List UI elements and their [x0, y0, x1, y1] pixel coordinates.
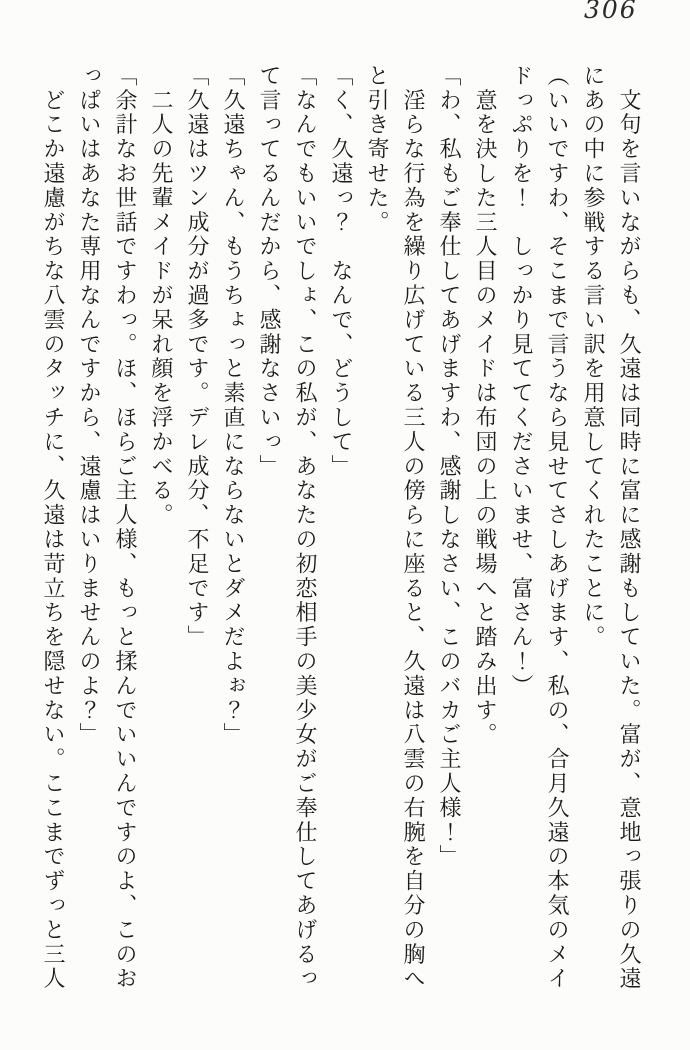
text-line: と引き寄せた。 [364, 64, 389, 235]
text-line: ドっぷりを！ しっかり見ててくださいませ、富さん！） [508, 64, 533, 699]
text-line: 二人の先輩メイドが呆れ顔を浮かべる。 [148, 64, 173, 528]
text-line: どこか遠慮がちな八雲のタッチに、久遠は苛立ちを隠せない。ここまでずっと三人 [40, 64, 65, 992]
text-line: て言ってるんだから、感謝なさいっ」 [256, 64, 281, 479]
text-line: 「なんでもいいでしょ、この私が、あなたの初恋相手の美少女がご奉仕してあげるっ [292, 64, 317, 992]
text-line: 「久遠ちゃん、もうちょっと素直にならないとダメだよぉ？」 [220, 64, 245, 748]
text-line: にあの中に参戦する言い訳を用意してくれたことに。 [580, 64, 605, 650]
text-line: 意を決した三人目のメイドは布団の上の戦場へと踏み出す。 [472, 64, 497, 748]
text-line: 「余計なお世話ですわっ。ほ、ほらご主人様、もっと揉んでいいんですのよ、このお [112, 64, 137, 992]
vertical-text-block [34, 64, 646, 998]
page-number: 306 [584, 0, 638, 24]
text-line: 「く、久遠っ？ なんで、どうして」 [328, 64, 353, 479]
text-line: 文句を言いながらも、久遠は同時に富に感謝もしていた。富が、意地っ張りの久遠 [616, 64, 641, 992]
text-line: （いいですわ、そこまで言うなら見せてさしあげます、私の、合月久遠の本気のメイ [544, 64, 569, 992]
text-line: っぱいはあなた専用なんですから、遠慮はいりませんのよ？」 [76, 64, 101, 748]
text-line: 「わ、私もご奉仕してあげますわ、感謝しなさい、このバカご主人様！」 [436, 64, 461, 870]
text-line: 「久遠はツン成分が過多です。デレ成分、不足です」 [184, 64, 209, 650]
text-line: 淫らな行為を繰り広げている三人の傍らに座ると、久遠は八雲の右腕を自分の胸へ [400, 64, 425, 992]
